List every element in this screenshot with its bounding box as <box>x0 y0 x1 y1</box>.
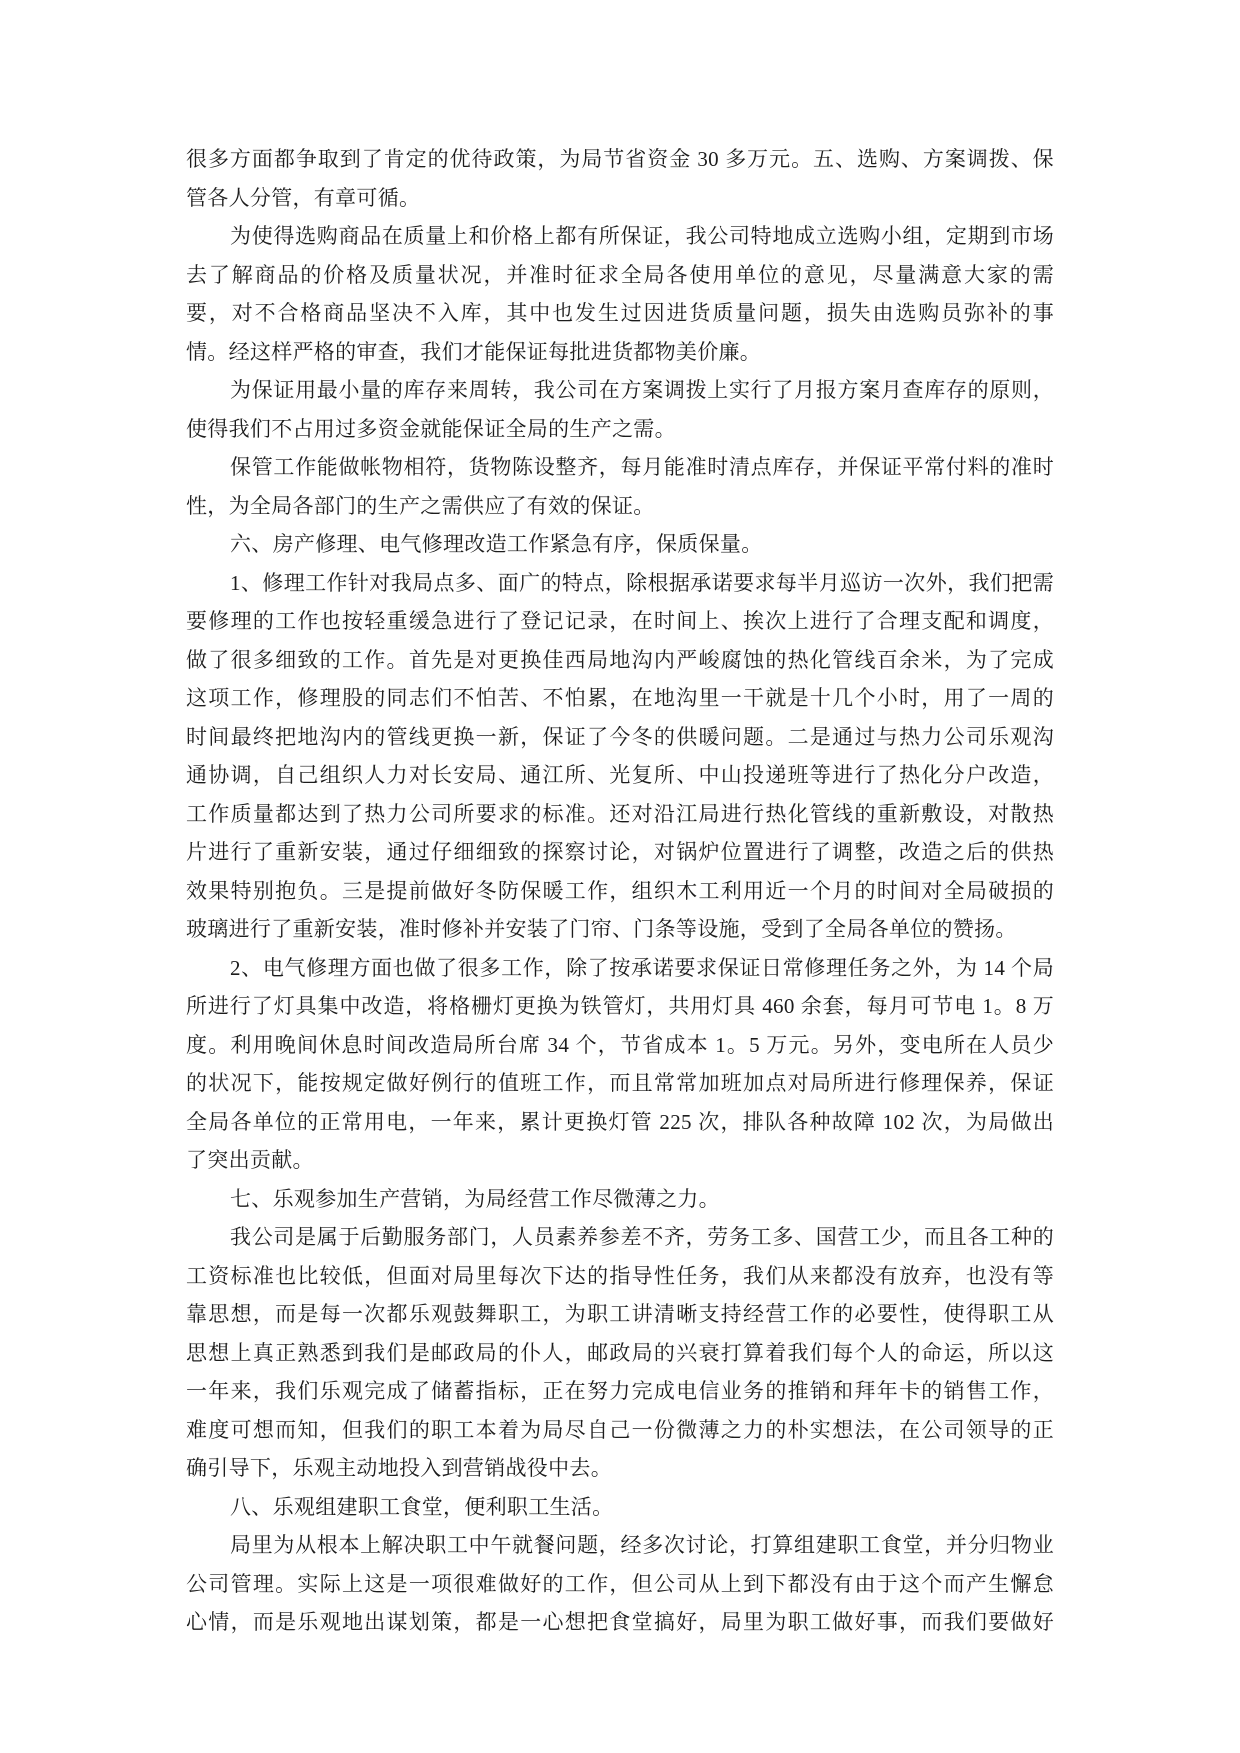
text-line: 要，对不合格商品坚决不入库，其中也发生过因进货质量问题，损失由选购员弥补的事 <box>186 301 1054 325</box>
text-line: 我公司是属于后勤服务部门，人员素养参差不齐，劳务工多、国营工少，而且各工种的 <box>230 1225 1054 1249</box>
text-line: 难度可想而知，但我们的职工本着为局尽自己一份微薄之力的朴实想法，在公司领导的正 <box>186 1417 1054 1442</box>
text-line: 了突出贡献。 <box>186 1148 314 1172</box>
paragraph <box>186 1180 1054 1219</box>
text-line: 所进行了灯具集中改造，将格栅灯更换为铁管灯，共用灯具 460 余套，每月可节电 1。8 万 <box>186 994 1054 1018</box>
text-line: 通协调，自己组织人力对长安局、通江所、光复所、中山投递班等进行了热化分户改造， <box>186 763 1054 787</box>
paragraph <box>186 1526 1054 1642</box>
text-line: 为使得选购商品在质量上和价格上都有所保证，我公司特地成立选购小组，定期到市场 <box>230 224 1054 248</box>
paragraph <box>186 140 1054 217</box>
text-line: 度。利用晚间休息时间改造局所台席 34 个，节省成本 1。5 万元。另外，变电所在人员少 <box>186 1032 1054 1057</box>
text-line: 效果特别抱负。三是提前做好冬防保暖工作，组织木工利用近一个月的时间对全局破损的 <box>186 878 1054 903</box>
paragraph <box>186 217 1054 371</box>
text-line: 时间最终把地沟内的管线更换一新，保证了今冬的供暖问题。二是通过与热力公司乐观沟 <box>186 724 1054 749</box>
text-line: 工资标准也比较低，但面对局里每次下达的指导性任务，我们从来都没有放弃，也没有等 <box>186 1263 1054 1288</box>
text-line: 思想上真正熟悉到我们是邮政局的仆人，邮政局的兴衰打算着我们每个人的命运，所以这 <box>186 1340 1054 1365</box>
text-line: 公司管理。实际上这是一项很难做好的工作，但公司从上到下都没有由于这个而产生懈怠 <box>186 1571 1054 1596</box>
text-line: 局里为从根本上解决职工中午就餐问题，经多次讨论，打算组建职工食堂，并分归物业 <box>230 1533 1054 1557</box>
paragraph <box>186 1488 1054 1527</box>
text-line: 做了很多细致的工作。首先是对更换佳西局地沟内严峻腐蚀的热化管线百余米，为了完成 <box>186 647 1054 672</box>
text-line: 为保证用最小量的库存来周转，我公司在方案调拨上实行了月报方案月查库存的原则， <box>230 378 1054 402</box>
text-line: 2、电气修理方面也做了很多工作，除了按承诺要求保证日常修理任务之外，为 14 个局 <box>230 955 1054 980</box>
text-line: 性，为全局各部门的生产之需供应了有效的保证。 <box>186 493 655 518</box>
text-line: 一年来，我们乐观完成了储蓄指标，正在努力完成电信业务的推销和拜年卡的销售工作， <box>186 1379 1054 1403</box>
paragraph <box>186 1218 1054 1488</box>
text-line: 七、乐观参加生产营销，为局经营工作尽微薄之力。 <box>230 1186 720 1211</box>
text-line: 要修理的工作也按轻重缓急进行了登记记录，在时间上、挨次上进行了合理支配和调度， <box>186 609 1054 633</box>
paragraph <box>186 525 1054 564</box>
paragraph <box>186 949 1054 1180</box>
text-line: 玻璃进行了重新安装，准时修补并安装了门帘、门条等设施，受到了全局各单位的赞扬。 <box>186 917 1017 941</box>
text-line: 使得我们不占用过多资金就能保证全局的生产之需。 <box>186 416 676 441</box>
text-line: 管各人分管，有章可循。 <box>186 185 421 210</box>
text-line: 情。经这样严格的审查，我们才能保证每批进货都物美价廉。 <box>186 339 762 364</box>
text-line: 心情，而是乐观地出谋划策，都是一心想把食堂搞好，局里为职工做好事，而我们要做好 <box>186 1610 1054 1634</box>
text-line: 确引导下，乐观主动地投入到营销战役中去。 <box>186 1456 612 1480</box>
paragraph <box>186 371 1054 448</box>
text-line: 靠思想，而是每一次都乐观鼓舞职工，为职工讲清晰支持经营工作的必要性，使得职工从 <box>186 1302 1054 1326</box>
text-line: 六、房产修理、电气修理改造工作紧急有序，保质保量。 <box>230 532 763 556</box>
text-line: 全局各单位的正常用电，一年来，累计更换灯管 225 次，排队各种故障 102 次，为局做出 <box>186 1109 1054 1134</box>
paragraph <box>186 448 1054 525</box>
text-line: 八、乐观组建职工食堂，便利职工生活。 <box>230 1494 614 1519</box>
document-body <box>186 140 1054 1642</box>
text-line: 1、修理工作针对我局点多、面广的特点，除根据承诺要求每半月巡访一次外，我们把需 <box>230 570 1054 595</box>
text-line: 片进行了重新安装，通过仔细细致的探察讨论，对锅炉位置进行了调整，改造之后的供热 <box>186 840 1054 864</box>
text-line: 很多方面都争取到了肯定的优待政策，为局节省资金 30 多万元。五、选购、方案调拨、保 <box>186 147 1054 171</box>
text-line: 的状况下，能按规定做好例行的值班工作，而且常常加班加点对局所进行修理保养，保证 <box>186 1071 1054 1095</box>
text-line: 这项工作，修理股的同志们不怕苦、不怕累，在地沟里一干就是十几个小时，用了一周的 <box>186 686 1054 710</box>
text-line: 保管工作能做帐物相符，货物陈设整齐，每月能准时清点库存，并保证平常付料的准时 <box>230 455 1054 479</box>
paragraph <box>186 564 1054 949</box>
text-line: 工作质量都达到了热力公司所要求的标准。还对沿江局进行热化管线的重新敷设，对散热 <box>186 801 1054 826</box>
text-line: 去了解商品的价格及质量状况，并准时征求全局各使用单位的意见，尽量满意大家的需 <box>186 262 1054 287</box>
